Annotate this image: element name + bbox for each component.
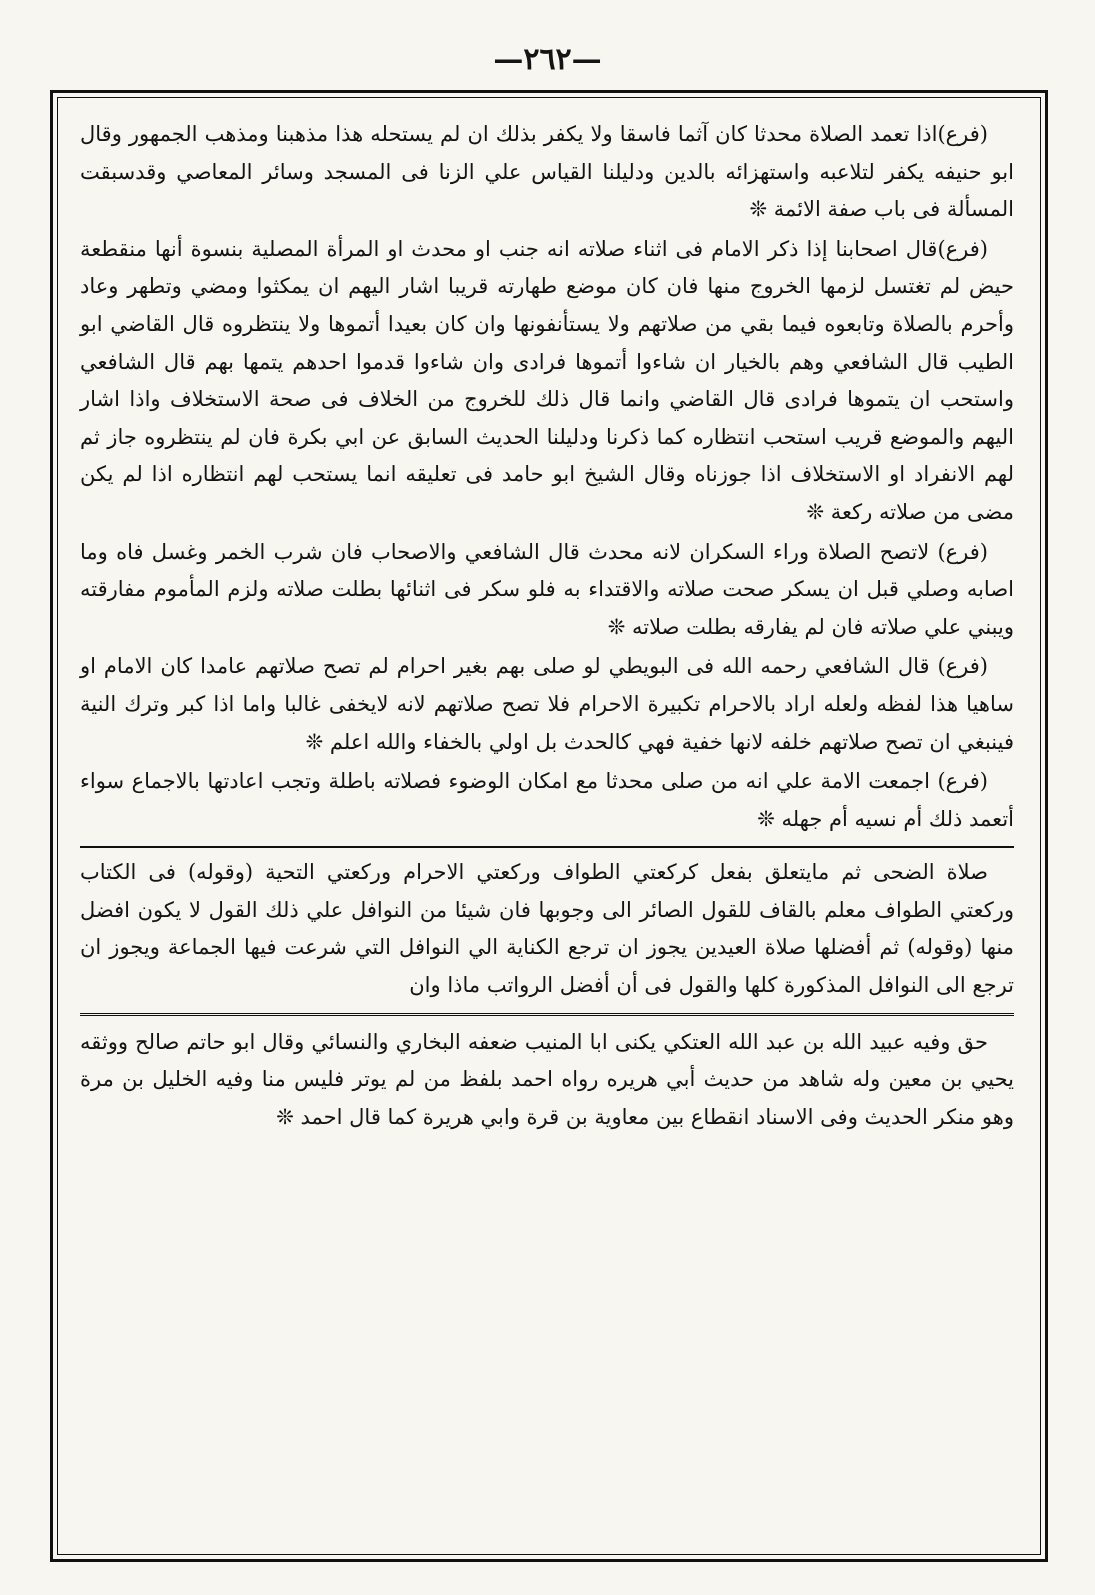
commentary-paragraph: صلاة الضحى ثم مايتعلق بفعل كركعتي الطواف وركعتي الاحرام وركعتي التحية (وقوله) فى الكتاب وركعتي الطواف معلم بالقاف للقول الصائر الى وجوبها فان شيئا من النوافل علي ذلك القول لا يكون افضل منها (وقوله) ثم أفضلها صلاة العيدين يجوز ان ترجع الكناية الي النوافل التي شرعت فيها الجماعة ويجوز ان ترجع الى النوافل المذكورة كلها والقول فى أن أفضل الرواتب ماذا وان bbox=[80, 860, 1014, 998]
footnote-paragraph: حق وفيه عبيد الله بن عبد الله العتكي يكنى ابا المنيب ضعفه البخاري والنسائي وقال ابو حاتم صالح ووثقه يحيي بن معين وله شاهد من حديث أبي هريره رواه احمد بلفظ من لم يوتر فليس منا وفيه الخليل بن مرة وهو منكر الحديث وفى الاسناد انقطاع بين معاوية بن قرة وابي هريرة كما قال احمد ❊ bbox=[80, 1029, 1014, 1129]
main-text-section bbox=[80, 116, 1014, 838]
paragraph-far-1: (فرع)اذا تعمد الصلاة محدثا كان آثما فاسقا ولا يكفر بذلك ان لم يستحله هذا مذهبنا ومذهب الجمهور وقال ابو حنيفه يكفر لتلاعبه واستهزائه بالدين ودليلنا القياس علي الزنا فى المسجد وسائر المعاصي وقدسبقت المسألة فى باب صفة الائمة ❊ bbox=[80, 122, 1014, 222]
paragraph-far-4: (فرع) قال الشافعي رحمه الله فى البويطي لو صلى بهم بغير احرام لم تصح صلاتهم عامدا كان الامام او ساهيا هذا لفظه ولعله اراد بالاحرام تكبيرة الاحرام فلا تصح صلاتهم لانه لايخفى غالبا واما اذا كبر وترك النية فينبغي ان تصح صلاتهم خلفه لانها خفية فهي كالحدث بل اولي بالخفاء والله اعلم ❊ bbox=[80, 654, 1014, 754]
page-content bbox=[57, 97, 1041, 1555]
commentary-section bbox=[80, 854, 1014, 1004]
section-divider bbox=[80, 846, 1014, 848]
footnote-divider bbox=[80, 1013, 1014, 1018]
footnote-section bbox=[80, 1024, 1014, 1137]
page-frame bbox=[50, 90, 1048, 1562]
paragraph-far-2: (فرع)قال اصحابنا إذا ذكر الامام فى اثناء صلاته انه جنب او محدث او المرأة المصلية بنسوة أنها منقطعة حيض لم تغتسل لزمها الخروج منها فان كان موضع طهارته قريبا اشار اليهم ان يمكثوا ومضي وتطهر وعاد وأحرم بالصلاة وتابعوه فيما بقي من صلاتهم ولا يستأنفونها وان كان بعيدا أتموها ولا ينتظروه قال القاضي ابو الطيب قال الشافعي وهم بالخيار ان شاءوا أتموها فرادى وان شاءوا قدموا احدهم يتمها بهم قال الشافعي واستحب ان يتموها فرادى قال القاضي وانما قال ذلك للخروج من الخلاف فى صحة الاستخلاف واذا اشار اليهم والموضع قريب استحب انتظاره كما ذكرنا ودليلنا الحديث السابق عن ابي بكرة فان لم ينتظروه جاز ثم لهم الانفراد او الاستخلاف اذا جوزناه وقال الشيخ ابو حامد فى تعليقه انما يستحب لهم انتظاره اذا لم يكن مضى من صلاته ركعة ❊ bbox=[80, 236, 1014, 524]
page-number: —٢٦٢— bbox=[493, 42, 602, 77]
paragraph-far-3: (فرع) لاتصح الصلاة وراء السكران لانه محدث قال الشافعي والاصحاب فان شرب الخمر وغسل فاه وما اصابه وصلي قبل ان يسكر صحت صلاته والاقتداء به فلو سكر فى اثنائها بطلت صلاته ولزم المأموم مفارقته ويبني علي صلاته فان لم يفارقه بطلت صلاته ❊ bbox=[80, 539, 1014, 639]
paragraph-far-5: (فرع) اجمعت الامة علي انه من صلى محدثا مع امكان الوضوء فصلاته باطلة وتجب اعادتها بالاجماع سواء أتعمد ذلك أم نسيه أم جهله ❊ bbox=[80, 769, 1014, 831]
